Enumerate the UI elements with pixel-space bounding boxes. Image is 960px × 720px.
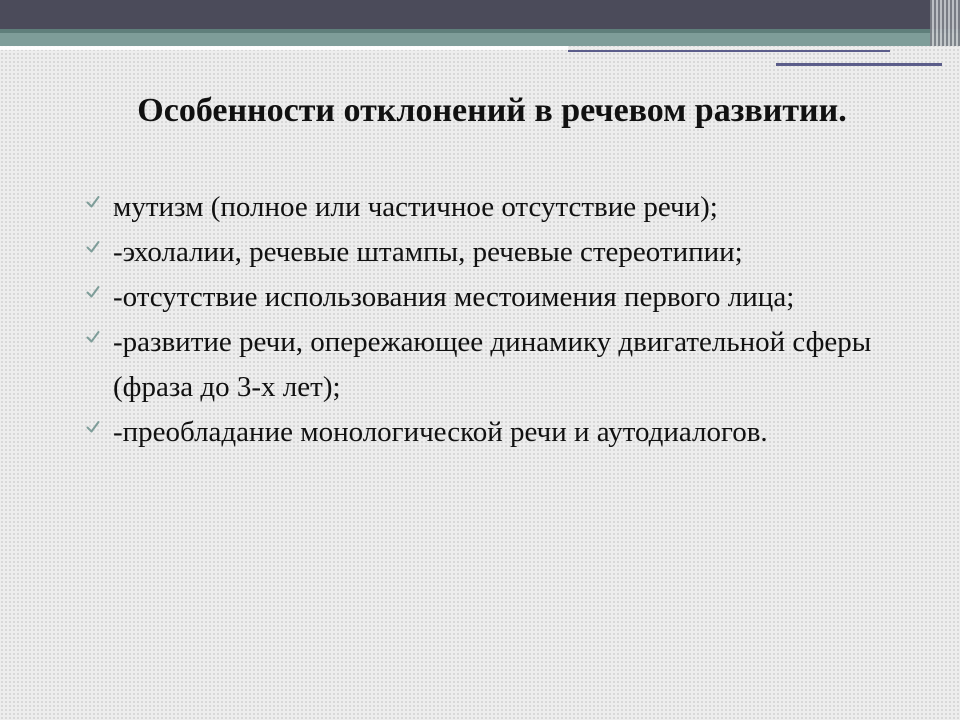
bullet-list [82, 185, 902, 455]
list-item [82, 185, 902, 230]
list-item [82, 230, 902, 275]
header-accent-line-short [776, 63, 942, 66]
header-light-strip [0, 46, 568, 50]
list-item [82, 275, 902, 320]
check-icon [86, 285, 100, 299]
slide-title: Особенности отклонений в речевом развитии. [137, 92, 847, 129]
list-item [82, 320, 902, 410]
list-item-text: -эхолалии, речевые штампы, речевые стереотипии; [113, 236, 743, 268]
list-item-text: мутизм (полное или частичное отсутствие речи); [113, 191, 718, 223]
header-teal-band [0, 29, 960, 46]
check-icon [86, 420, 100, 434]
list-item [82, 410, 902, 455]
check-icon [86, 330, 100, 344]
check-icon [86, 195, 100, 209]
list-item-text: -отсутствие использования местоимения первого лица; [113, 281, 795, 313]
check-icon [86, 240, 100, 254]
header-dark-band [0, 0, 960, 29]
list-item-text: -преобладание монологической речи и аутодиалогов. [113, 416, 768, 448]
list-item-text: -развитие речи, опережающее динамику двигательной сферы (фраза до 3-х лет); [113, 326, 872, 403]
header-stripe-pattern [930, 0, 960, 46]
header-accent-line [568, 50, 890, 52]
